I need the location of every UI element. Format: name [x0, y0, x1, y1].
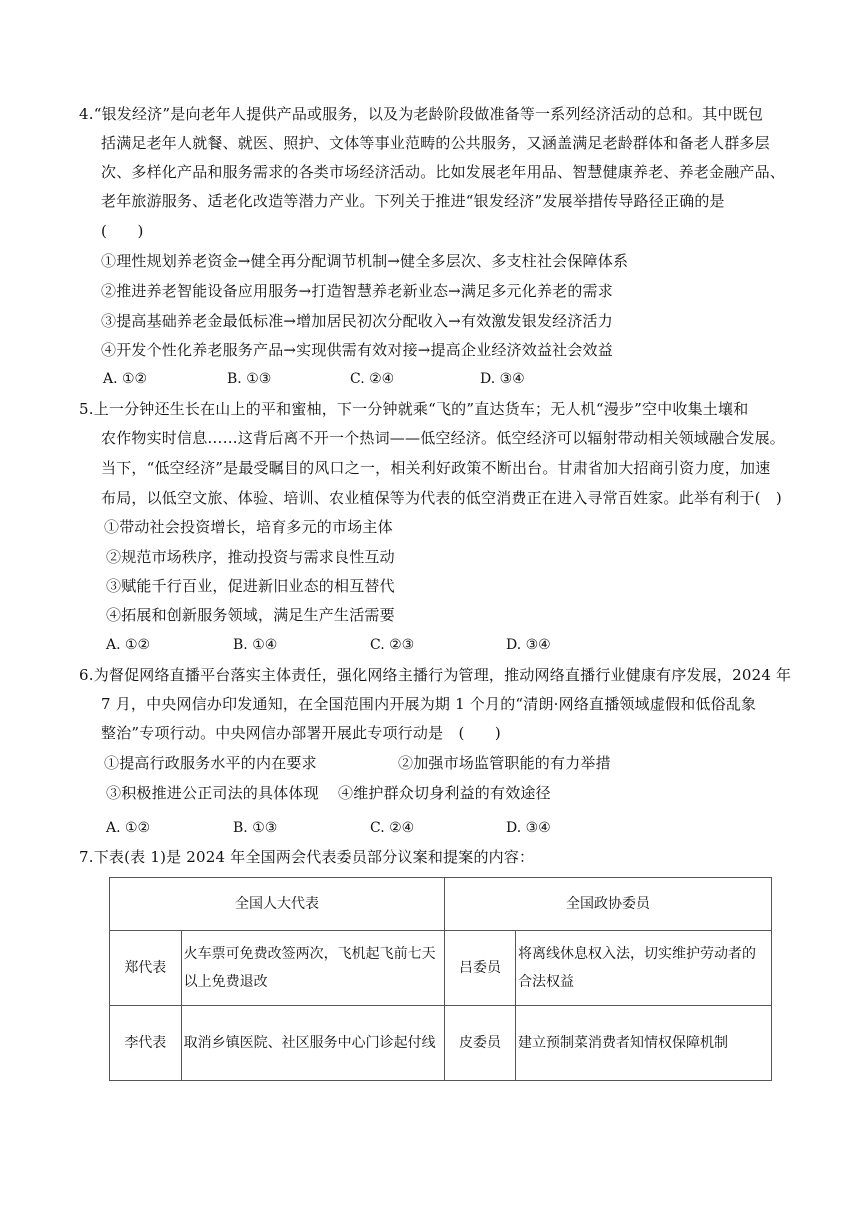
q4-item-2: ②推进养老智能设备应用服务→打造智慧养老新业态→满足多元化养老的需求 [101, 282, 613, 300]
table-header-npc: 全国人大代表 [110, 878, 445, 931]
table-cell-rep-proposal: 取消乡镇医院、社区服务中心门诊起付线 [181, 1006, 444, 1081]
q4-item-1: ①理性规划养老资金→健全再分配调节机制→健全多层次、多支柱社会保障体系 [101, 252, 629, 270]
q4-item-4: ④开发个性化养老服务产品→实现供需有效对接→提高企业经济效益社会效益 [101, 341, 613, 359]
proposal-table [109, 877, 772, 1081]
q6-stem-line-1: 6.为督促网络直播平台落实主体责任，强化网络主播行为管理，推动网络直播行业健康有序发展，2024 年 [79, 666, 792, 684]
q6-option-b: B. ①③ [233, 820, 278, 836]
q6-item-3: ③积极推进公正司法的具体体现 [106, 784, 319, 802]
q5-item-1: ①带动社会投资增长，培育多元的市场主体 [104, 518, 393, 536]
q6-item-1: ①提高行政服务水平的内在要求 [104, 754, 317, 772]
q4-option-c: C. ②④ [350, 371, 395, 387]
q4-stem-line-2: 括满足老年人就餐、就医、照护、文体等事业范畴的公共服务，又涵盖满足老龄群体和备老人群多层 [101, 134, 770, 152]
q5-stem-line-3: 当下，“低空经济”是最受瞩目的风口之一，相关利好政策不断出台。甘肃省加大招商引资力度，加速 [101, 459, 771, 477]
table-cell-rep-name: 李代表 [110, 1006, 182, 1081]
q6-item-4: ④维护群众切身利益的有效途径 [338, 784, 551, 802]
q6-stem-line-2: 7 月，中央网信办印发通知，在全国范围内开展为期 1 个月的“清朗·网络直播领域虚假和低俗乱象 [101, 695, 757, 713]
table-cell-member-proposal: 将离线休息权入法，切实维护劳动者的合法权益 [516, 931, 772, 1006]
q5-stem-line-4: 布局，以低空文旅、体验、培训、农业植保等为代表的低空消费正在进入寻常百姓家。此举有利于( ) [101, 489, 782, 507]
q4-option-a: A. ①② [103, 371, 148, 387]
q5-option-b: B. ①④ [233, 637, 278, 653]
table-cell-member-name: 皮委员 [445, 1006, 516, 1081]
q5-item-3: ③赋能千行百业，促进新旧业态的相互替代 [106, 577, 395, 595]
table-cell-member-proposal: 建立预制菜消费者知情权保障机制 [516, 1006, 772, 1081]
q4-stem-line-4: 老年旅游服务、适老化改造等潜力产业。下列关于推进“银发经济”发展举措传导路径正确的是 [101, 192, 725, 210]
q4-answer-blank: ( ) [101, 222, 144, 240]
q6-stem-line-3: 整治”专项行动。中央网信办部署开展此专项行动是 ( ) [101, 724, 501, 742]
q4-stem-line-1: 4.“银发经济”是向老年人提供产品或服务，以及为老龄阶段做准备等一系列经济活动的总和。其中既包 [79, 105, 764, 123]
q7-intro: 7.下表(表 1)是 2024 年全国两会代表委员部分议案和提案的内容： [79, 848, 535, 866]
q5-stem-line-2: 农作物实时信息……这背后离不开一个热词——低空经济。低空经济可以辐射带动相关领域融合发展。 [101, 429, 786, 447]
q6-item-2: ②加强市场监管职能的有力举措 [398, 754, 611, 772]
q5-option-a: A. ①② [106, 637, 151, 653]
table-row [110, 931, 772, 1006]
q4-option-b: B. ①③ [227, 371, 272, 387]
table-header-row [110, 878, 772, 931]
q6-option-a: A. ①② [106, 820, 151, 836]
table-header-cppcc: 全国政协委员 [445, 878, 772, 931]
q5-item-4: ④拓展和创新服务领域，满足生产生活需要 [106, 606, 395, 624]
q5-item-2: ②规范市场秩序，推动投资与需求良性互动 [106, 548, 395, 566]
q5-option-c: C. ②③ [370, 637, 415, 653]
table-cell-member-name: 吕委员 [445, 931, 516, 1006]
table-cell-rep-name: 郑代表 [110, 931, 182, 1006]
q6-option-d: D. ③④ [506, 820, 551, 836]
table-cell-rep-proposal: 火车票可免费改签两次，飞机起飞前七天以上免费退改 [181, 931, 444, 1006]
q4-item-3: ③提高基础养老金最低标准→增加居民初次分配收入→有效激发银发经济活力 [101, 312, 613, 330]
table-row [110, 1006, 772, 1081]
q5-stem-line-1: 5.上一分钟还生长在山上的平和蜜柚，下一分钟就乘“飞的”直达货车；无人机“漫步”空中收集土壤和 [79, 400, 749, 418]
q4-option-d: D. ③④ [480, 371, 525, 387]
q6-option-c: C. ②④ [370, 820, 415, 836]
q5-option-d: D. ③④ [506, 637, 551, 653]
q4-stem-line-3: 次、多样化产品和服务需求的各类市场经济活动。比如发展老年用品、智慧健康养老、养老金融产品、 [101, 163, 786, 181]
